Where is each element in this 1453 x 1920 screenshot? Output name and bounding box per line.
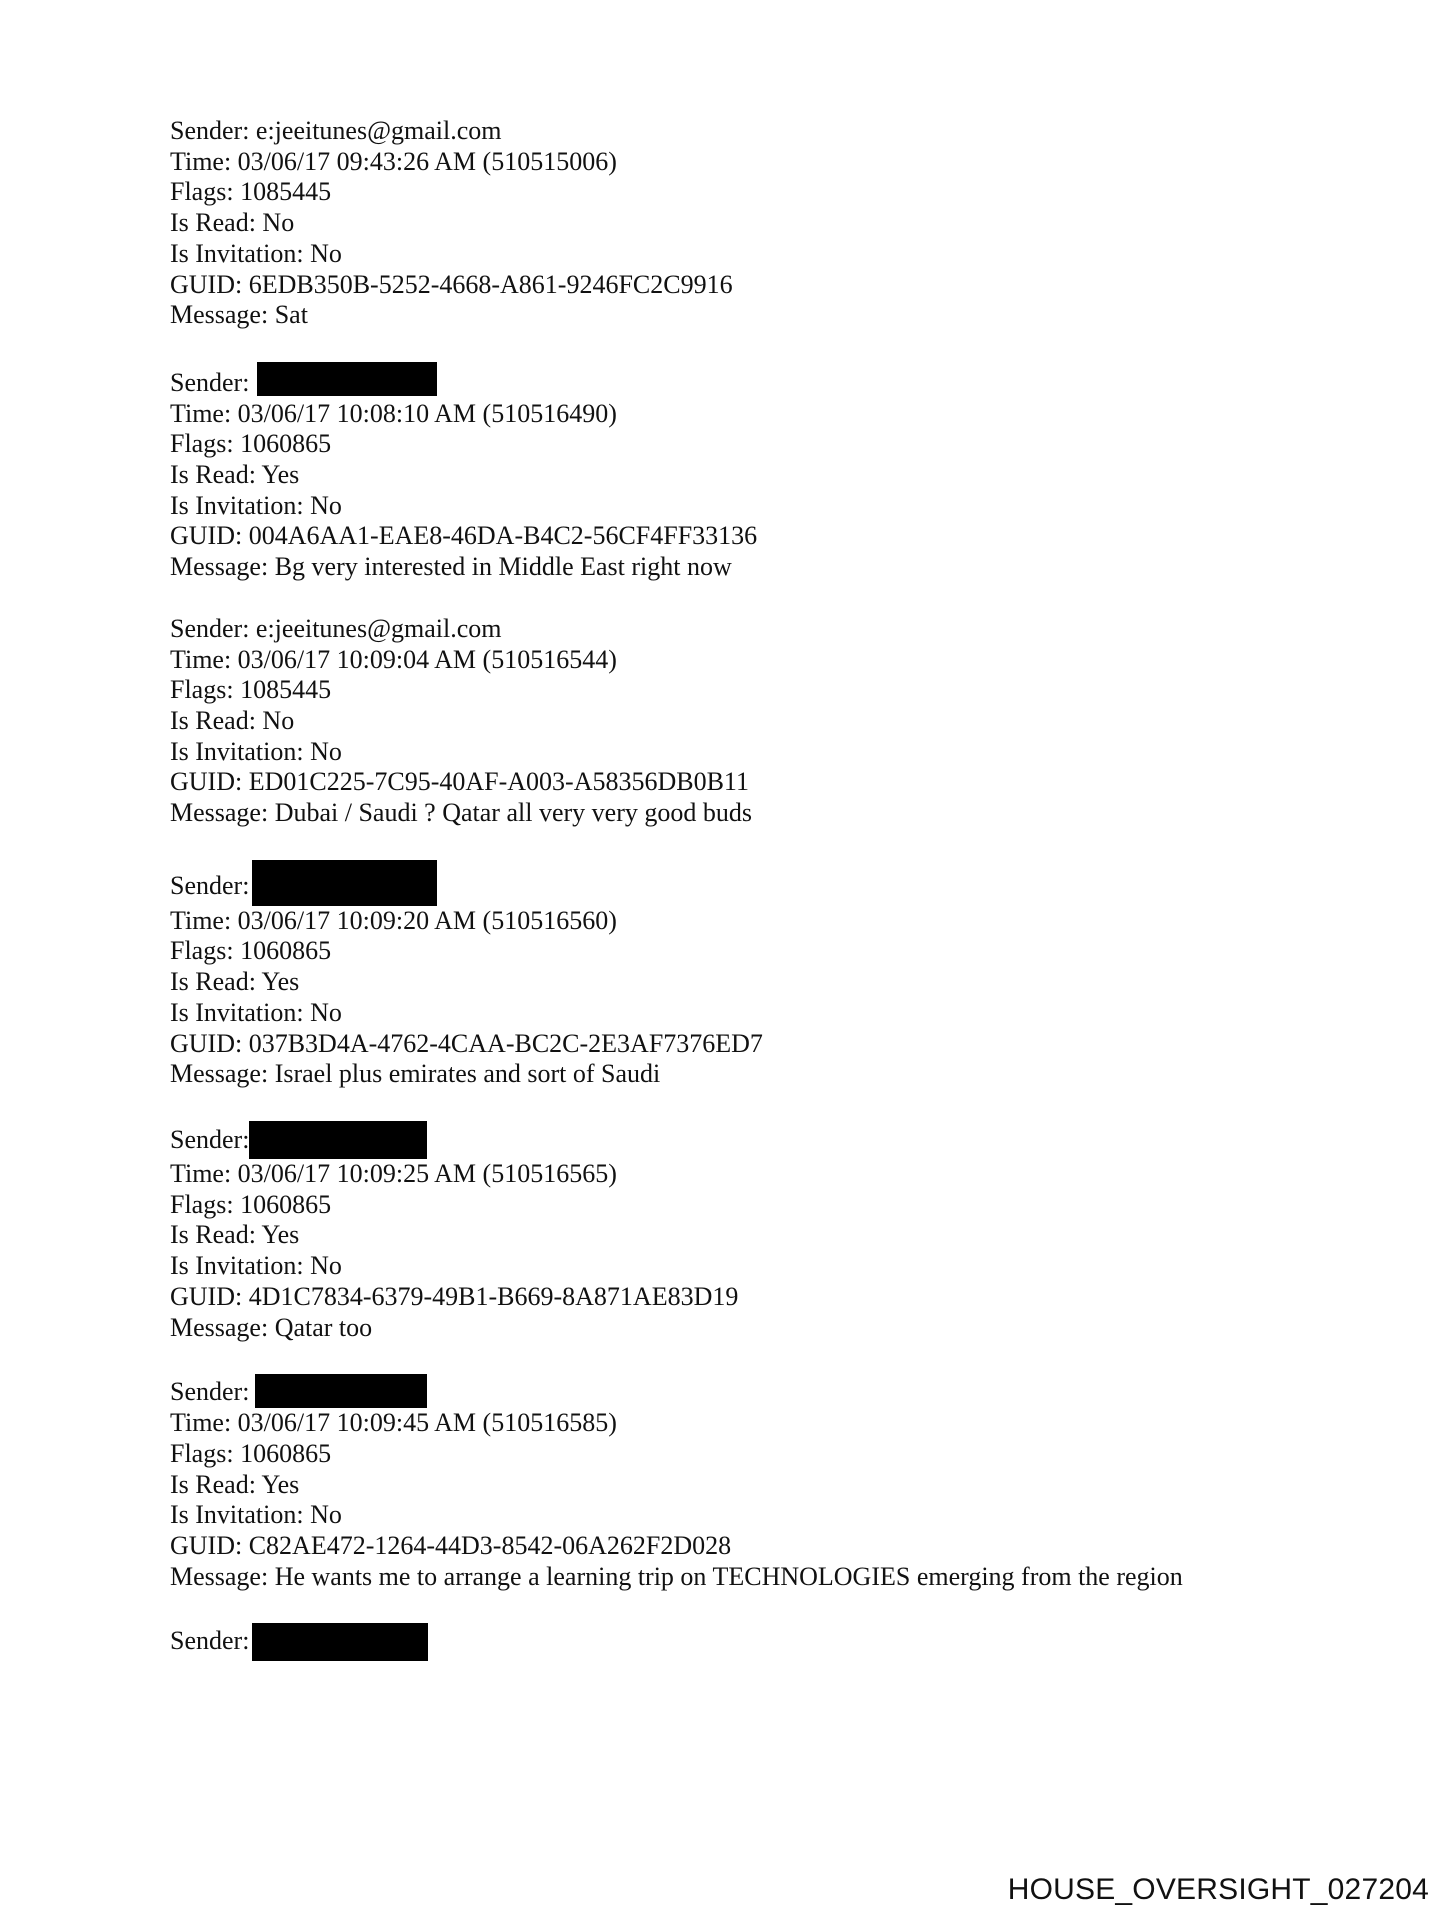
is-read-line: Is Read: Yes <box>170 1469 300 1499</box>
guid-line: GUID: 004A6AA1-EAE8-46DA-B4C2-56CF4FF33136 <box>170 521 758 551</box>
guid-line: GUID: C82AE472-1264-44D3-8542-06A262F2D028 <box>170 1531 732 1561</box>
guid-line: GUID: 037B3D4A-4762-4CAA-BC2C-2E3AF7376ED7 <box>170 1028 763 1058</box>
time-line: Time: 03/06/17 10:09:45 AM (510516585) <box>170 1408 617 1438</box>
flags-line: Flags: 1085445 <box>170 177 332 207</box>
sender-label: Sender: <box>170 870 250 900</box>
sender-line <box>170 1374 1350 1408</box>
message-line: Message: He wants me to arrange a learning trip on TECHNOLOGIES emerging from the region <box>170 1561 1183 1591</box>
redaction-box <box>257 362 437 396</box>
sender-label: Sender: <box>170 367 250 397</box>
message-log <box>170 116 1350 1692</box>
is-invitation-line: Is Invitation: No <box>170 238 342 268</box>
guid-line: GUID: ED01C225-7C95-40AF-A003-A58356DB0B11 <box>170 767 749 797</box>
is-read-line: Is Read: Yes <box>170 460 300 490</box>
flags-line: Flags: 1085445 <box>170 675 332 705</box>
time-line: Time: 03/06/17 10:09:04 AM (510516544) <box>170 644 617 674</box>
message-record <box>170 1121 1350 1343</box>
sender-label: Sender: <box>170 1626 250 1656</box>
message-line: Message: Sat <box>170 300 308 330</box>
message-record <box>170 1623 1350 1661</box>
message-line: Message: Bg very interested in Middle East right now <box>170 552 732 582</box>
sender-line <box>170 860 1350 906</box>
redaction-box <box>249 1121 427 1159</box>
guid-line: GUID: 6EDB350B-5252-4668-A861-9246FC2C9916 <box>170 269 733 299</box>
redaction-box <box>252 860 437 906</box>
message-record <box>170 1374 1350 1592</box>
flags-line: Flags: 1060865 <box>170 429 332 459</box>
is-invitation-line: Is Invitation: No <box>170 997 342 1027</box>
time-line: Time: 03/06/17 10:09:20 AM (510516560) <box>170 905 617 935</box>
message-line: Message: Israel plus emirates and sort of Saudi <box>170 1059 661 1089</box>
sender-line <box>170 1121 1350 1159</box>
sender-line <box>170 1623 1350 1661</box>
message-record <box>170 116 1350 331</box>
flags-line: Flags: 1060865 <box>170 936 332 966</box>
sender-label: Sender: <box>170 1377 250 1407</box>
is-read-line: Is Read: No <box>170 208 295 238</box>
is-read-line: Is Read: Yes <box>170 1220 300 1250</box>
guid-line: GUID: 4D1C7834-6379-49B1-B669-8A871AE83D19 <box>170 1281 739 1311</box>
is-invitation-line: Is Invitation: No <box>170 1500 342 1530</box>
message-record <box>170 614 1350 829</box>
sender-line: Sender: e:jeeitunes@gmail.com <box>170 116 502 145</box>
time-line: Time: 03/06/17 10:08:10 AM (510516490) <box>170 398 617 428</box>
is-read-line: Is Read: Yes <box>170 967 300 997</box>
time-line: Time: 03/06/17 09:43:26 AM (510515006) <box>170 146 617 176</box>
message-line: Message: Qatar too <box>170 1312 373 1342</box>
sender-line <box>170 362 1350 399</box>
message-record <box>170 362 1350 583</box>
sender-label: Sender: <box>170 1124 250 1154</box>
message-record <box>170 860 1350 1090</box>
is-read-line: Is Read: No <box>170 705 295 735</box>
bates-number: HOUSE_OVERSIGHT_027204 <box>1007 1873 1429 1906</box>
is-invitation-line: Is Invitation: No <box>170 490 342 520</box>
sender-line: Sender: e:jeeitunes@gmail.com <box>170 613 502 643</box>
flags-line: Flags: 1060865 <box>170 1189 332 1219</box>
is-invitation-line: Is Invitation: No <box>170 736 342 766</box>
message-line: Message: Dubai / Saudi ? Qatar all very very good buds <box>170 798 752 828</box>
redaction-box <box>252 1623 428 1661</box>
is-invitation-line: Is Invitation: No <box>170 1251 342 1281</box>
flags-line: Flags: 1060865 <box>170 1438 332 1468</box>
time-line: Time: 03/06/17 10:09:25 AM (510516565) <box>170 1158 617 1188</box>
redaction-box <box>255 1374 427 1408</box>
